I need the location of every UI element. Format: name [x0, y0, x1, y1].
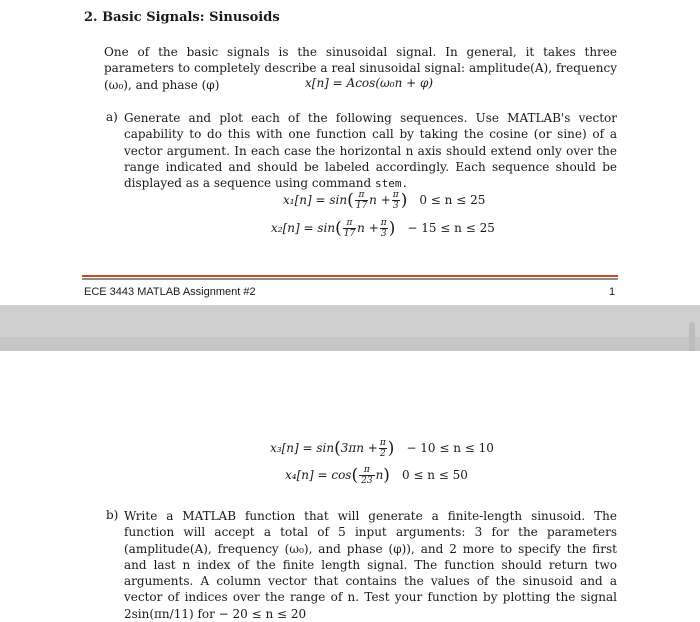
footer-course-label: ECE 3443 MATLAB Assignment #2: [84, 286, 256, 298]
eq2-mid: n +: [357, 221, 379, 235]
eq3-pre: 3πn +: [340, 441, 378, 455]
eq1-range: 0 ≤ n ≤ 25: [419, 193, 486, 207]
eq2-den2: 3: [380, 229, 387, 239]
footer-divider-gray: [82, 278, 618, 280]
section-heading: 2. Basic Signals: Sinusoids: [84, 10, 280, 25]
footer-page-number: 1: [609, 286, 616, 298]
equation-x3: x₃[n] = sin(3πn + $\frac{\pi}{2}$ ) − 10 ≤ n ≤ 10: [270, 438, 494, 459]
eq3-range: − 10 ≤ n ≤ 10: [406, 441, 494, 455]
part-a-label: a): [106, 110, 118, 124]
eq3-num: π: [379, 438, 386, 448]
part-b-paragraph: Write a MATLAB function that will generate a finite-length sinusoid. The function will accept a total of 5 input arguments: 3 for the parameters (amplitude(A), frequency (ω₀), and phase (φ)), and 2 more to specify the first and last n index of the finite length signal. The function should return two arguments. A column vector that contains the values of the sinusoid and a vector of indices over the range of n. Test your function by plotting the signal 2sin(πn/11) for − 20 ≤ n ≤ 20: [124, 509, 617, 621]
eq4-num: π: [359, 465, 374, 476]
eq4-range: 0 ≤ n ≤ 50: [401, 468, 468, 482]
stem-command: stem.: [375, 177, 409, 191]
eq2-den1: 17: [343, 229, 356, 239]
footer-divider-accent: [82, 275, 618, 277]
general-sinusoid-equation: x[n] = Acos(ω₀n + φ): [305, 76, 434, 90]
equation-x1: x₁[n] = sin( $\frac{\pi}{17}$ n + $\frac{\pi}{3}$ ) 0 ≤ n ≤ 25: [283, 190, 486, 211]
document-page-2: [0, 351, 700, 620]
eq1-den1: 17: [355, 201, 368, 211]
eq4-post: n: [375, 468, 384, 482]
eq2-lhs: x₂[n] = sin: [271, 221, 336, 235]
eq2-num1: π: [343, 218, 356, 229]
eq3-den: 2: [379, 449, 386, 459]
eq4-lhs: x₄[n] = cos: [285, 468, 352, 482]
eq1-num2: π: [392, 190, 399, 200]
page-gap: [0, 305, 700, 351]
part-a-paragraph: [124, 110, 617, 192]
eq1-den2: 3: [392, 201, 399, 211]
equation-x2: x₂[n] = sin( $\frac{\pi}{17}$ n + $\frac{\pi}{3}$ ) − 15 ≤ n ≤ 25: [271, 218, 495, 239]
part-b-label: b): [106, 508, 119, 522]
eq4-den: 23: [361, 476, 373, 486]
part-a-text: Generate and plot each of the following sequences. Use MATLAB's vector capability to do this with one function call by taking the cosine (or sine) of a vector argument. In each case the horizontal n axis should extend only over the range indicated and should be labeled accordingly. Each sequence should be displayed as a sequence using command: [124, 111, 617, 191]
eq1-lhs: x₁[n] = sin: [283, 193, 348, 207]
eq1-mid: n +: [369, 193, 391, 207]
page-gap-band: [0, 337, 700, 351]
eq2-range: − 15 ≤ n ≤ 25: [407, 221, 495, 235]
eq2-num2: π: [380, 218, 387, 228]
intro-paragraph: One of the basic signals is the sinusoidal signal. In general, it takes three parameters to completely describe a real sinusoidal signal: amplitude(A), frequency (ω₀), and phase (φ): [104, 45, 617, 92]
eq1-num1: π: [355, 190, 368, 201]
document-page-1: [0, 0, 700, 305]
eq3-lhs: x₃[n] = sin: [270, 441, 335, 455]
equation-x4: x₄[n] = cos( $\frac{\pi}{23}$ n) 0 ≤ n ≤ 50: [285, 465, 468, 486]
